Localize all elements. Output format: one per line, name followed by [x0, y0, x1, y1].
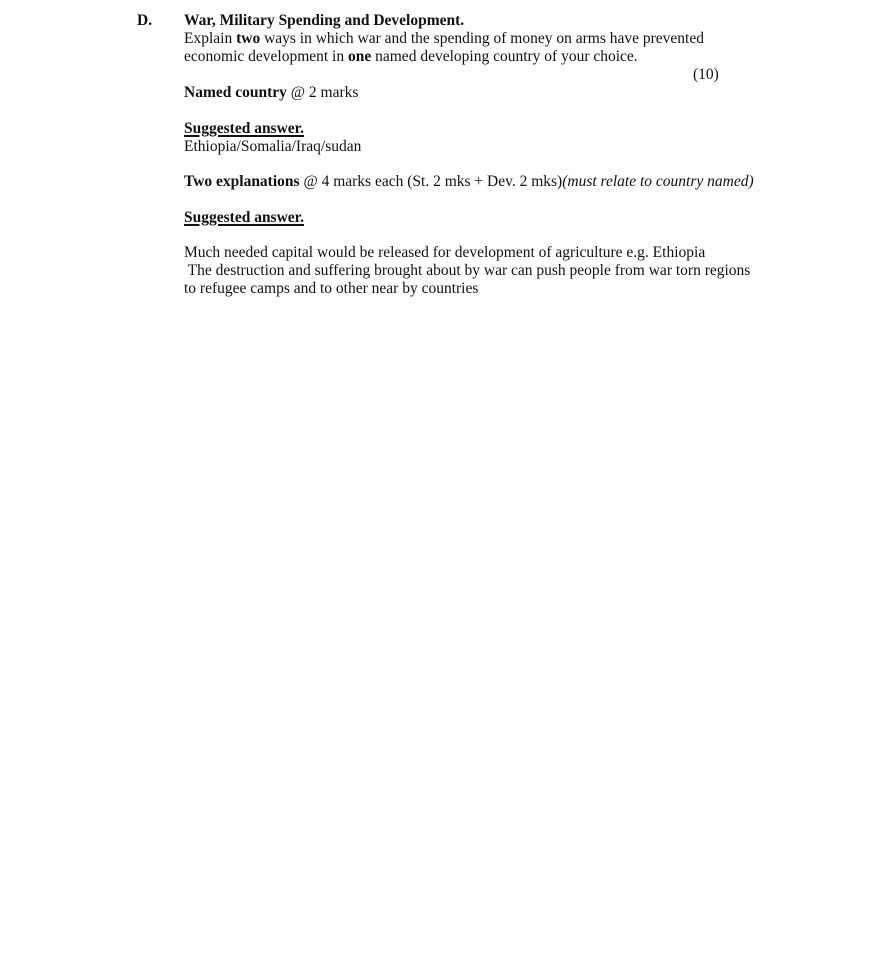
- question-text: ways in which war and the spending of money on arms have prevented: [260, 30, 704, 47]
- section-letter: D.: [137, 12, 153, 29]
- question-text: named developing country of your choice.: [371, 48, 638, 65]
- suggested-answer-heading: [184, 209, 784, 227]
- answer-line: Much needed capital would be released for development of agriculture e.g. Ethiopia: [184, 244, 706, 261]
- question-text: Explain: [184, 30, 237, 47]
- suggested-answer-heading-text: Suggested answer.: [184, 209, 304, 226]
- criterion-named-country: [184, 84, 784, 102]
- criterion-detail: @ 4 marks each (St. 2 mks + Dev. 2 mks): [299, 173, 563, 190]
- answer-line: to refugee camps and to other near by countries: [184, 280, 479, 297]
- criterion-detail: @ 2 marks: [286, 84, 359, 101]
- criterion-label: Named country: [184, 84, 287, 101]
- criterion-note: (must relate to country named): [562, 173, 754, 190]
- total-marks: (10): [693, 66, 719, 83]
- question-text: economic development in: [184, 48, 348, 65]
- suggested-answer-heading-text: Suggested answer.: [184, 120, 304, 137]
- criterion-explanations: [184, 173, 804, 191]
- suggested-answer-explanations: [184, 244, 804, 298]
- answer-line: The destruction and suffering brought about by war can push people from war torn regions: [184, 262, 751, 279]
- criterion-label: Two explanations: [184, 173, 300, 190]
- suggested-answer-countries: Ethiopia/Somalia/Iraq/sudan: [184, 138, 362, 155]
- suggested-answer-heading: [184, 120, 784, 138]
- question-emphasis: one: [348, 48, 372, 65]
- question-emphasis: two: [236, 30, 261, 47]
- question-line-1: [184, 30, 774, 48]
- question-line-2: [184, 48, 774, 66]
- section-title: War, Military Spending and Development.: [184, 12, 465, 29]
- question-block: [184, 12, 774, 66]
